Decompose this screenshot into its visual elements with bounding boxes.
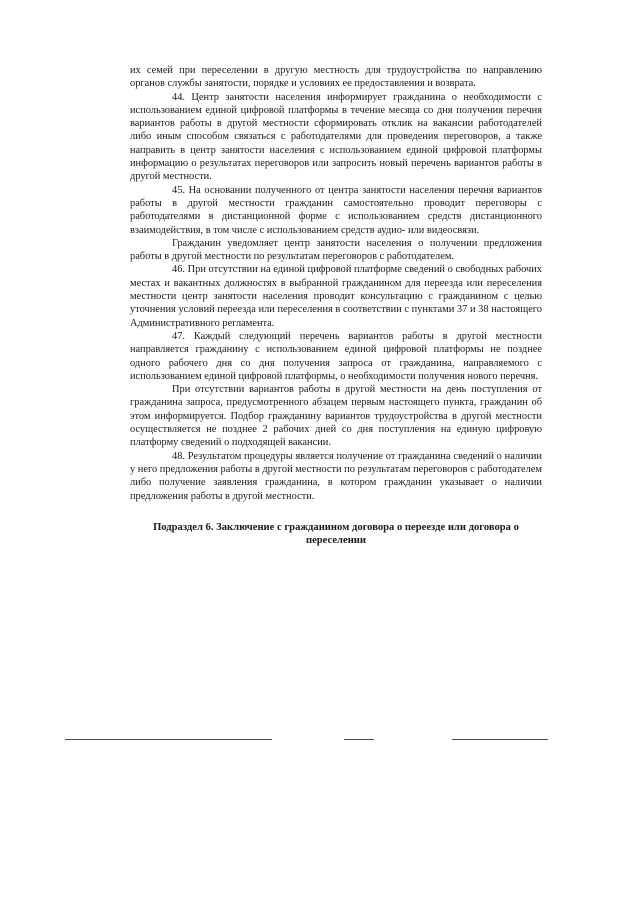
footer-rule-middle: [344, 739, 374, 740]
footer-rule-right: [452, 739, 548, 740]
paragraph-45-notice: Гражданин уведомляет центр занятости населения о получении предложения работы в другой местности по результатам переговоров с работодателем.: [130, 237, 542, 263]
subsection-heading: Подраздел 6. Заключение с гражданином договора о переезде или договора о переселении: [153, 521, 519, 547]
paragraph-46: 46. При отсутствии на единой цифровой платформе сведений о свободных рабочих местах и вакантных должностях в выбранной гражданином для переезда или переселения местности центр занятости населения проводит консультацию с гражданином с целью уточнения условий переезда или переселения в соответствии с пунктами 37 и 38 настоящего Административного регламента.: [130, 264, 542, 329]
paragraph-47-absence: При отсутствии вариантов работы в другой местности на день поступления от гражданина запроса, предусмотренного абзацем первым настоящего пункта, гражданин об этом информируется. Подбор гражданину вариантов трудоустройства в другой местности осуществляется не позднее 2 рабочих дней со дня поступления на единую цифровую платформу сведений о подходящей вакансии.: [130, 384, 542, 449]
paragraph-47: 47. Каждый следующий перечень вариантов работы в другой местности направляется гражданину с использованием единой цифровой платформы не позднее одного рабочего дня со дня получения запроса от гражданина, направляемого с использованием единой цифровой платформы, о необходимости получения нового перечня.: [130, 330, 542, 382]
footer-rule-left: [65, 739, 272, 740]
paragraph-48: 48. Результатом процедуры является получение от гражданина сведений о наличии у него предложения работы в другой местности по результатам переговоров с работодателем либо получение заявления гражданина, в котором гражданин указывает о наличии предложения работы в другой местности.: [130, 450, 542, 502]
paragraph-continuation: их семей при переселении в другую местность для трудоустройства по направлению органов службы занятости, порядке и условиях ее предоставления и возврата.: [130, 65, 542, 90]
paragraph-44: 44. Центр занятости населения информирует гражданина о необходимости с использованием единой цифровой платформы в течение месяца со дня получения перечня вариантов работы в другой местности сформировать отклик на вакансии работодателей либо иным способом связаться с работодателями для проведения переговоров, а также направить в центр занятости населения с использованием единой цифровой платформы информацию о результатах переговоров или запросить новый перечень вариантов работы в другой местности.: [130, 91, 542, 183]
document-body: [130, 64, 542, 548]
paragraph-45: 45. На основании полученного от центра занятости населения перечня вариантов работы в другой местности гражданин самостоятельно проводит переговоры с работодателями в дистанционной форме с использованием средств дистанционного взаимодействия, в том числе с использованием средств аудио- или видеосвязи.: [130, 184, 542, 236]
